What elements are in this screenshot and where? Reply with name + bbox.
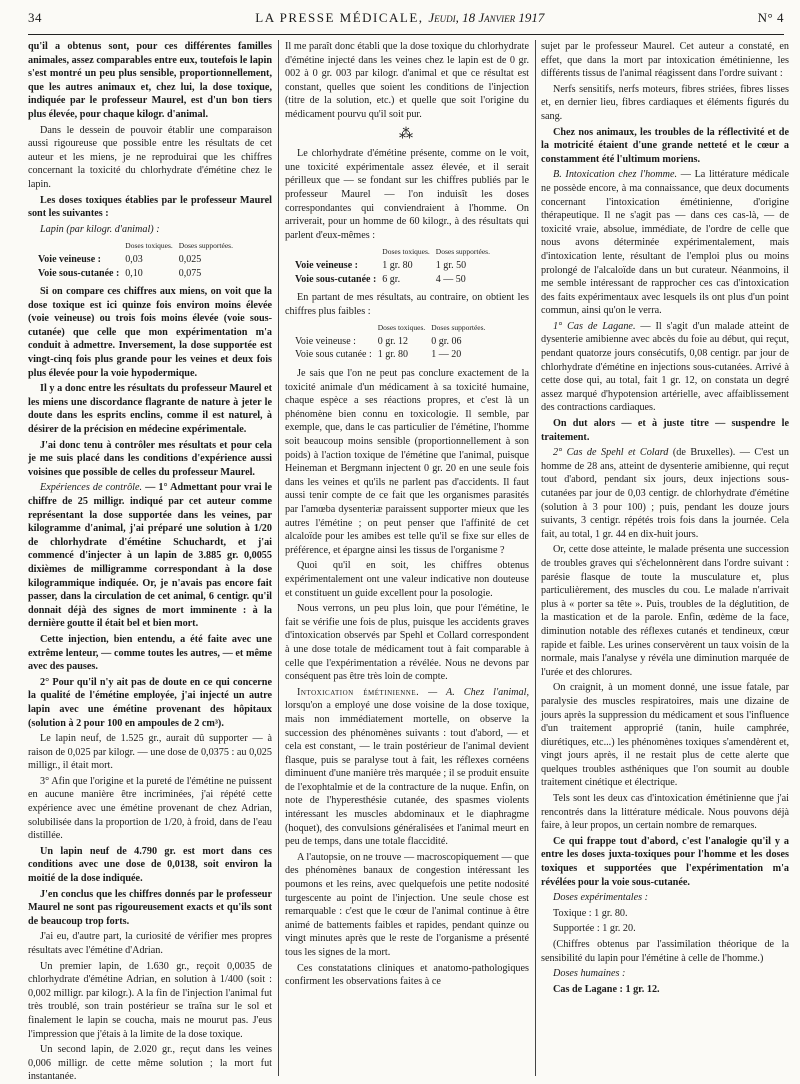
column-middle (285, 40, 529, 1076)
table-cell: 0,03 (125, 253, 143, 265)
paragraph-text: — La littérature médicale ne possède encore, à ma connaissance, que deux documents concernant l'intoxication émétinienne, d'origine thérapeutique. Il ne s'agit pas — dans ces cas-là, — de toxicité vraie, absolue, immédiate, de l'ordre de celle que nous avons déterminée expérimentalement, mais d'intoxication lente, résultant de l'emploi plus ou moins prolongé de l'alcaloïde dans un but curateur. Néanmoins, il me semble intéressant de rapprocher ces cas d'intoxication des faits expérimentaux avec lesquels ils ont plus d'un point commun, ainsi qu'on le verra. (541, 169, 790, 317)
paragraph (285, 686, 529, 849)
paragraph: Le lapin neuf, de 1.525 gr., aurait dû supporter — à raison de 0,025 par kilogr. — une dose de 0,0375 : au 0,025 milligr., il était mort. (28, 733, 272, 772)
list-item: Supportée : 1 gr. 20. (553, 923, 636, 935)
list-item: Toxique : 1 gr. 80. (553, 907, 628, 919)
table-cell: 1 gr. 80 (377, 349, 409, 361)
section-title: 2° Cas de Spehl et Colard (553, 447, 669, 459)
section-stars: ⁂ (399, 126, 415, 142)
paragraph: A l'autopsie, on ne trouve — macroscopiquement — que des phénomènes banaux de congestion intéressant les poumons et les reins, avec quelquefois une petite nodosité turgescente au point de l'injection. Une seule chose est remarquable : c'est que le cœur de l'animal continue à être animé de battements faibles et rapides, pendant quinze ou vingt minutes après que le reste de l'organisme a présenté tous les signes de la mort. (285, 851, 529, 958)
section-title: B. Intoxication chez l'homme. (553, 169, 678, 181)
journal-title (255, 10, 544, 26)
paragraph: Un premier lapin, de 1.630 gr., reçoit 0,0035 de chlorhydrate d'émétine Adrian, en solution à 1/400 (soit : 0,002 milligr. par kilogr.). A la fin de l'injection l'animal fut très troublé, son train postérieur se traîna sur le sol et finalement le lapin se coucha, mais ne mourut pas. J'eus l'impression que j'étais à la limite de la dose toxique. (28, 960, 272, 1040)
table-row-label: Voie sous-cutanée : (295, 273, 377, 285)
paragraph: Dans le dessein de pouvoir établir une comparaison aussi rigoureuse que possible entre les résultats de cet auteur et les miens, je ne reproduirai que les chiffres concernant la toxicité du chlorhydrate d'émétine chez le lapin. (28, 124, 272, 190)
table-corner (295, 321, 378, 335)
paragraph-text: (de Bruxelles). — C'est un homme de 28 ans, atteint de dysenterie amibienne, qui reçut tout d'abord, pendant six jours, deux injections sous-cutanées par jour de 0,03 centigr. de chlorhydrate d'émétine (solution à 3 pour 100) ; puis, pendant les douze jours suivants, 3 centigr. répétés trois fois dans la journée. Cela fait, au total, 1 gr. 44 en dix-huit jours. (541, 447, 789, 540)
paragraph: Nous verrons, un peu plus loin, que pour l'émétine, le fait se vérifie une fois de plus, puisque les accidents graves d'intoxication observés par Spehl et Collard correspondent à une dose totale de médicament tout à fait comparable à celle que l'expérimentation a révélée. Nous ne devons par conséquent pas être très loin de compte. (285, 603, 529, 683)
table-row-label: Voie veineuse : (295, 259, 358, 271)
list-item: Cas de Lagane : 1 gr. 12. (553, 983, 660, 995)
table-header: Doses supportées. (178, 241, 233, 251)
table-row-label: Voie sous-cutanée : (38, 267, 120, 279)
paragraph: J'ai donc tenu à contrôler mes résultats et pour cela je me suis placé dans les conditions d'expérience aussi voisines que possible de celles du professeur Maurel. (28, 439, 272, 478)
paragraph (541, 446, 789, 541)
paragraph: Ce qui frappe tout d'abord, c'est l'analogie qu'il y a entre les doses juxta-toxiques pour l'homme et les doses toxiques et supportées que l'expérimentation m'a révélées pour la voie sous-cutanée. (541, 835, 789, 888)
paragraph (541, 168, 789, 318)
paragraph: qu'il a obtenus sont, pour ces différentes familles animales, assez comparables entre eux, toutefois le lapin s'est montré un peu plus sensible, proportionnellement, que les autres animaux et, chez lui, la dose toxique, indiquée par le professeur Maurel, est d'un bon tiers plus élevée, pour chaque kilogr. d'animal. (28, 41, 272, 120)
column-separator (278, 40, 279, 1076)
dose-table-rabbit (38, 239, 239, 280)
paragraph: En partant de mes résultats, au contraire, on obtient les chiffres plus faibles : (285, 292, 529, 317)
table-cell: 1 — 20 (431, 349, 462, 361)
table-header: Doses supportées. (435, 247, 490, 257)
paragraph: Or, cette dose atteinte, le malade présenta une succession de troubles graves qui s'échelonnèrent dans l'ordre suivant : parésie flasque de toute la musculature et, plus particulièrement, des muscles du cou. Le malade n'arrivait plus à « porter sa tête ». Puis, troubles de la déglutition, de la mastication et de la parole. Enfin, œdème de la face, diminution notable des réflexes cutanés et tendineux, cœur rapide et faible. Les urines conservèrent un taux voisin de la normale, mais l'analyse y révéla une diminution marquée de l'urée et des chlorures. (541, 544, 789, 678)
page-header (28, 10, 784, 32)
table-corner (295, 245, 382, 259)
table-cell: 0 gr. 06 (431, 335, 462, 347)
section-title: Intoxication émétinienne. (297, 686, 420, 698)
paragraph: sujet par le professeur Maurel. Cet auteur a constaté, en effet, que dans la mort par intoxication émétinienne, les différents tissus de l'animal réagissent dans l'ordre suivant : (541, 41, 789, 80)
paragraph: 3° Afin que l'origine et la pureté de l'émétine ne puissent en aucune manière être incriminées, j'ai répété cette expérience avec une émétine provenant de chez Adrian, solubilisée dans la proportion de 1/20, à froid, dans de l'eau distillée. (28, 775, 272, 842)
paragraph (28, 481, 272, 631)
paragraph: Le chlorhydrate d'émétine présente, comme on le voit, une toxicité expérimentale assez élevée, et il serait périlleux que — se fondant sur les chiffres publiés par le professeur Maurel — l'on induisît les doses correspondantes qui conviendraient à l'homme. On arriverait, pour un homme de 60 kilogr., à des résultats qui parlent d'eux-mêmes : (285, 148, 529, 241)
journal-name: LA PRESSE MÉDICALE, (255, 10, 424, 25)
paragraph: On dut alors — et à juste titre — suspendre le traitement. (541, 418, 789, 443)
issue-number: N° 4 (757, 10, 784, 25)
paragraph: Ces constatations cliniques et anatomo-pathologiques confirment les observations faites à ce (285, 962, 529, 988)
table-cell: 1 gr. 50 (435, 259, 467, 271)
table-cell: 4 — 50 (435, 273, 466, 285)
column-separator (535, 40, 536, 1076)
column-left (28, 40, 272, 1083)
paragraph: Un lapin neuf de 4.790 gr. est mort dans ces conditions avec une dose de 0,0138, soit environ la moitié de la dose indiquée. (28, 845, 272, 885)
paragraph: J'ai eu, d'autre part, la curiosité de vérifier mes propres résultats avec l'émétine d'Adrian. (28, 931, 272, 956)
paragraph: 2° Pour qu'il n'y ait pas de doute en ce qui concerne la qualité de l'émétine employée, j'ai injecté un autre lapin avec une émétine provenant des hôpitaux (solution à 2 pour 100 en ampoules de 2 cm³). (28, 676, 272, 729)
paragraph-text: — Il s'agit d'un malade atteint de dysenterie amibienne avec abcès du foie au début, qui reçut, pendant quatorze jours consécutifs, 0,08 centigr. par jour de chlorhydrate d'émétine en injections sous-cutanées. Arrivé à cette dose qui, au total, fait 1 gr. 12, on constata un degré assez marqué d'hypotension artérielle, avec affaiblissement des contractions cardiaques. (541, 320, 790, 414)
table-row-label: Voie sous cutanée : (295, 349, 372, 361)
table-caption: Lapin (par kilogr. d'animal) : (40, 223, 160, 235)
issue-date: Jeudi, 18 Janvier 1917 (428, 10, 545, 25)
table-header: Doses toxiques. (382, 247, 430, 257)
section-title: 1° Cas de Lagane. (553, 320, 636, 332)
paragraph: Cette injection, bien entendu, a été faite avec une extrême lenteur, — comme toutes les autres, — et même avec des pauses. (28, 633, 272, 673)
table-corner (38, 239, 125, 253)
list-title: Doses expérimentales : (553, 892, 649, 904)
paragraph: On craignit, à un moment donné, une issue fatale, par paralysie des muscles respiratoires, mais une dizaine de jours après la suppression du médicament et sous l'influence d'un traitement approprié (tanin, huile camphrée, diurétiques, etc...) les phénomènes toxiques s'amendèrent et, vingt jours après, il ne restait plus de cette alerte que quelques troubles asthéniques que l'on soumit au double traitement cinétique et électrique. (541, 682, 789, 789)
paragraph: Quoi qu'il en soit, les chiffres obtenus expérimentalement ont une valeur indicative non douteuse et constituent un guide excellent pour la posologie. (285, 560, 529, 599)
paragraph: Les doses toxiques établies par le professeur Maurel sont les suivantes : (28, 194, 272, 220)
paragraph: Je sais que l'on ne peut pas conclure exactement de la toxicité animale d'un médicament à sa toxicité humaine, chaque espèce a ses réactions propres, et c'est là un phénomène bien connu en toxicologie. Il semble, par exemple, que, dans le cas particulier de l'émétine, l'homme soit beaucoup moins sensible (proportionnellement à son poids) à l'action toxique de l'émétine que l'animal, puisque Heineman et Bergmann injectent 0 gr. 20 en une seule fois dans les veines et qu'ils ne parlent pas d'accidents. Il faut aussi tenir compte de ce fait que les organismes parasités par l'amœba dysenteriæ paraissent supporter mieux que les autres l'émétine ; on peut penser que l'affinité de cet alcaloïde pour les amibes est telle qu'il se fixe sur elles de préférence, et épargne ainsi les tissus de l'organisme ? (285, 368, 529, 556)
paragraph (541, 320, 789, 415)
dose-table-human-maurel (295, 245, 496, 286)
paragraph: Si on compare ces chiffres aux miens, on voit que la dose toxique est ici quinze fois environ moins élevée (voie veineuse) ou trois fois moins élevée (voie sous-cutanée) que celle que mon expérimentation m'a conduit à admettre. Inversement, la dose supportée est vingt-cinq fois plus grande pour les veines et deux fois plus élevée pour la voie hypodermique. (28, 286, 272, 379)
paragraph: Chez nos animaux, les troubles de la réflectivité et de la motricité étaient d'une grande netteté et le cœur a constamment été l'ultimum moriens. (541, 126, 789, 165)
paragraph: Il me paraît donc établi que la dose toxique du chlorhydrate d'émétine injecté dans les veines chez le lapin est de 0 gr. 002 à 0 gr. 003 par kilogr. d'animal et que ce résultat est constant, quelles que soient les conditions de l'injection (titre de la solution, etc.) et quelle que soit l'origine du médicament pourvu qu'il soit pur. (285, 41, 529, 120)
table-header: Doses toxiques. (125, 241, 173, 251)
table-cell: 0,075 (178, 267, 202, 279)
list-title: Doses humaines : (553, 968, 626, 980)
paragraph-text: — 1° Admettant pour vrai le chiffre de 25 milligr. indiqué par cet auteur comme représentant la dose supportée dans les veines, par kilogramme d'animal, j'ai préparé une solution à 1/20 de chlorhydrate d'émétine Schuchardt, et j'ai commencé d'injecter à un lapin de 3.885 gr. 0,0055 dixièmes de milligramme correspondant à la dose kilogrammique indiquée. Or, je n'avais pas encore fait passer, dans la circulation de cet animal, 6 centigr. qu'il donnait déjà des signes de mort imminente : à la dernière goutte il était bel et bien mort. (28, 482, 272, 630)
paragraph: Un second lapin, de 2.020 gr., reçut dans les veines 0,006 milligr. de cette même solution ; la mort fut instantanée. (28, 1044, 272, 1083)
page-number: 34 (28, 10, 42, 25)
table-header: Doses toxiques. (377, 323, 426, 333)
header-rule (28, 34, 784, 35)
paragraph: Tels sont les deux cas d'intoxication émétinienne que j'ai rencontrés dans la littérature médicale. Nous pouvons déjà faire, à leur propos, un certain nombre de remarques. (541, 793, 789, 832)
dose-table-human-author (295, 321, 491, 362)
paragraph-text: lorsqu'on a employé une dose voisine de la dose toxique, mais non immédiatement mortelle, on observe la succession des phénomènes suivants : tout d'abord, — et cela est constant, — le train postérieur de l'animal devient flasque, puis se paralyse tout à fait, les réflexes cornéens diminuent d'une manière très marquée ; il se produit ensuite de l'exophtalmie et de la contracture de la nuque. Enfin, on note de l'hyperesthésie cutanée, des spasmes violents intéressant les muscles abdominaux et le diaphragme (hoquet), des convulsions généralisées et l'animal meurt en peu de temps, dans une totale flaccidité. (285, 700, 529, 848)
table-cell: 1 gr. 80 (382, 259, 413, 271)
paragraph: Il y a donc entre les résultats du professeur Maurel et les miens une discordance flagrante de nature à jeter le doute dans les esprits enclins, comme il est naturel, à désirer de la précision en médecine expérimentale. (28, 383, 272, 436)
table-row-label: Voie veineuse : (38, 253, 101, 265)
section-subtitle: — A. Chez l'animal, (428, 686, 530, 698)
table-cell: 6 gr. (382, 273, 401, 285)
table-row-label: Voie veineuse : (295, 335, 356, 347)
paragraph: Nerfs sensitifs, nerfs moteurs, fibres striées, fibres lisses et, en dernier lieu, fibres cardiaques et éléments figurés du sang. (541, 83, 789, 122)
table-header: Doses supportées. (431, 323, 486, 333)
table-cell: 0 gr. 12 (377, 335, 409, 347)
table-cell: 0,025 (178, 253, 202, 265)
column-right (541, 40, 789, 1076)
list-note: (Chiffres obtenus par l'assimilation théorique de la sensibilité du lapin pour l'émétine à celle de l'homme.) (541, 939, 789, 964)
section-title: Expériences de contrôle. (40, 482, 143, 494)
table-cell: 0,10 (125, 267, 143, 279)
paragraph: J'en conclus que les chiffres donnés par le professeur Maurel ne sont pas rigoureusement exacts et qu'ils sont de beaucoup trop forts. (28, 888, 272, 927)
